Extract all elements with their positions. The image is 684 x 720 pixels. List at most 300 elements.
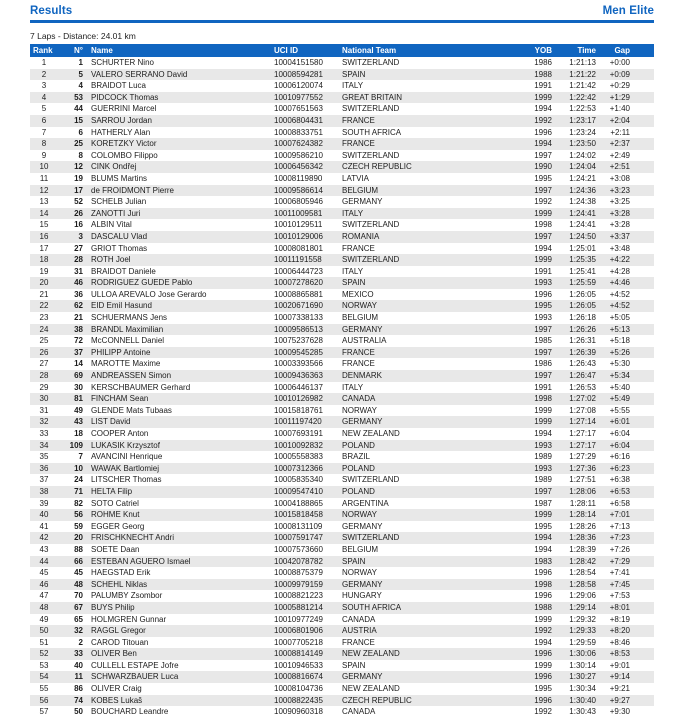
name-cell: BLUMS Martins bbox=[91, 173, 148, 183]
time-cell: 1:25:35 bbox=[569, 255, 596, 265]
filler-cell bbox=[632, 428, 654, 440]
table-row bbox=[30, 289, 654, 301]
name-cell: BRAIDOT Daniele bbox=[91, 266, 156, 276]
gap-cell: +9:27 bbox=[609, 695, 630, 705]
name-cell: ANDREASSEN Simon bbox=[91, 371, 172, 381]
time-cell: 1:28:26 bbox=[569, 521, 596, 531]
team-cell: CZECH REPUBLIC bbox=[342, 162, 412, 172]
name-cell: BUYS Philip bbox=[91, 602, 135, 612]
yob-cell: 1999 bbox=[534, 510, 552, 520]
time-cell: 1:24:36 bbox=[569, 185, 596, 195]
filler-cell bbox=[632, 683, 654, 695]
name-cell: SCHURTER Nino bbox=[91, 58, 154, 67]
table-row bbox=[30, 103, 654, 115]
bib-cell: 71 bbox=[74, 486, 83, 496]
gap-cell: +2:49 bbox=[609, 150, 630, 160]
name-cell: ROTH Joel bbox=[91, 255, 131, 265]
time-cell: 1:29:06 bbox=[569, 591, 596, 601]
filler-cell bbox=[632, 671, 654, 683]
uci-id-cell: 10005835340 bbox=[274, 475, 323, 485]
rank-cell: 29 bbox=[39, 382, 49, 392]
table-row bbox=[30, 382, 654, 394]
time-cell: 1:24:38 bbox=[569, 197, 596, 207]
rank-cell: 22 bbox=[39, 301, 49, 311]
team-cell: ROMANIA bbox=[342, 231, 380, 241]
team-cell: CANADA bbox=[342, 394, 376, 404]
table-row bbox=[30, 69, 654, 81]
filler-cell bbox=[632, 382, 654, 394]
yob-cell: 1985 bbox=[534, 336, 552, 346]
time-cell: 1:28:39 bbox=[569, 544, 596, 554]
gap-cell: +7:13 bbox=[609, 521, 630, 531]
yob-cell: 1993 bbox=[534, 313, 552, 323]
header-uci-id: UCI ID bbox=[274, 44, 342, 57]
yob-cell: 1997 bbox=[534, 324, 552, 334]
bib-cell: 72 bbox=[74, 336, 83, 346]
name-cell: BOUCHARD Leandre bbox=[91, 707, 169, 717]
filler-cell bbox=[632, 440, 654, 452]
yob-cell: 1989 bbox=[534, 475, 552, 485]
bib-cell: 17 bbox=[74, 185, 83, 195]
yob-cell: 1996 bbox=[534, 127, 552, 137]
bib-cell: 33 bbox=[74, 649, 83, 659]
uci-id-cell: 10020671690 bbox=[274, 301, 323, 311]
rank-cell: 24 bbox=[39, 324, 49, 334]
yob-cell: 1991 bbox=[534, 266, 552, 276]
time-cell: 1:24:41 bbox=[569, 220, 596, 230]
name-cell: OLIVER Craig bbox=[91, 684, 142, 694]
filler-cell bbox=[632, 243, 654, 255]
team-cell: SWITZERLAND bbox=[342, 58, 400, 67]
team-cell: FRANCE bbox=[342, 243, 375, 253]
uci-id-cell: 10009545285 bbox=[274, 347, 323, 357]
name-cell: ROHME Knut bbox=[91, 510, 140, 520]
uci-id-cell: 10010092832 bbox=[274, 440, 323, 450]
name-cell: SCHUERMANS Jens bbox=[91, 313, 168, 323]
table-row bbox=[30, 440, 654, 452]
gap-cell: +8:01 bbox=[609, 602, 630, 612]
uci-id-cell: 10006456342 bbox=[274, 162, 323, 172]
yob-cell: 1993 bbox=[534, 463, 552, 473]
bib-cell: 8 bbox=[78, 150, 83, 160]
results-table bbox=[30, 44, 654, 718]
bib-cell: 67 bbox=[74, 602, 83, 612]
name-cell: HATHERLY Alan bbox=[91, 127, 151, 137]
gap-cell: +7:29 bbox=[609, 556, 630, 566]
uci-id-cell: 10007278620 bbox=[274, 278, 323, 288]
time-cell: 1:29:59 bbox=[569, 637, 596, 647]
rank-cell: 13 bbox=[39, 197, 49, 207]
filler-cell bbox=[632, 567, 654, 579]
name-cell: CINK Ondřej bbox=[91, 162, 137, 172]
yob-cell: 1994 bbox=[534, 104, 552, 114]
header-time: Time bbox=[554, 44, 598, 57]
rank-cell: 26 bbox=[39, 347, 49, 357]
time-cell: 1:27:14 bbox=[569, 417, 596, 427]
table-row bbox=[30, 324, 654, 336]
rank-cell: 31 bbox=[39, 405, 49, 415]
filler-cell bbox=[632, 590, 654, 602]
table-row bbox=[30, 486, 654, 498]
team-cell: GERMANY bbox=[342, 521, 383, 531]
uci-id-cell: 10009586513 bbox=[274, 324, 323, 334]
uci-id-cell: 10075237628 bbox=[274, 336, 323, 346]
team-cell: FRANCE bbox=[342, 139, 375, 149]
time-cell: 1:28:58 bbox=[569, 579, 596, 589]
gap-cell: +8:46 bbox=[609, 637, 630, 647]
uci-id-cell: 10003393566 bbox=[274, 359, 323, 369]
gap-cell: +7:53 bbox=[609, 591, 630, 601]
yob-cell: 1987 bbox=[534, 498, 552, 508]
table-row bbox=[30, 637, 654, 649]
uci-id-cell: 10010129511 bbox=[274, 220, 323, 230]
uci-id-cell: 10010129006 bbox=[274, 231, 323, 241]
rank-cell: 3 bbox=[41, 81, 47, 91]
name-cell: VALERO SERRANO David bbox=[91, 69, 188, 79]
filler-cell bbox=[632, 92, 654, 104]
gap-cell: +4:46 bbox=[609, 278, 630, 288]
uci-id-cell: 10007693191 bbox=[274, 429, 323, 438]
name-cell: LITSCHER Thomas bbox=[91, 475, 162, 485]
name-cell: CULLELL ESTAPE Jofre bbox=[91, 660, 179, 670]
gap-cell: +2:37 bbox=[609, 139, 630, 149]
yob-cell: 1992 bbox=[534, 197, 552, 207]
uci-id-cell: 10008833751 bbox=[274, 127, 323, 137]
table-row bbox=[30, 625, 654, 637]
uci-id-cell: 10008865881 bbox=[274, 289, 323, 299]
rank-cell: 52 bbox=[39, 649, 49, 659]
team-cell: NORWAY bbox=[342, 510, 377, 520]
team-cell: NORWAY bbox=[342, 405, 377, 415]
gap-cell: +2:11 bbox=[610, 127, 630, 137]
uci-id-cell: 10007312366 bbox=[274, 463, 323, 473]
rank-cell: 45 bbox=[39, 568, 49, 578]
table-row bbox=[30, 370, 654, 382]
team-cell: FRANCE bbox=[342, 347, 375, 357]
name-cell: PHILIPP Antoine bbox=[91, 347, 151, 357]
bib-cell: 59 bbox=[74, 521, 83, 531]
team-cell: NEW ZEALAND bbox=[342, 684, 400, 694]
filler-cell bbox=[632, 173, 654, 185]
yob-cell: 1998 bbox=[534, 394, 552, 404]
filler-cell bbox=[632, 335, 654, 347]
bib-cell: 50 bbox=[74, 707, 83, 717]
table-row bbox=[30, 683, 654, 695]
table-row bbox=[30, 428, 654, 440]
gap-cell: +9:30 bbox=[609, 707, 630, 717]
filler-cell bbox=[632, 196, 654, 208]
bib-cell: 32 bbox=[74, 626, 83, 636]
team-cell: SWITZERLAND bbox=[342, 220, 400, 230]
yob-cell: 1994 bbox=[534, 139, 552, 149]
time-cell: 1:26:31 bbox=[569, 336, 596, 346]
uci-id-cell: 10008119890 bbox=[274, 173, 323, 183]
name-cell: COLOMBO Filippo bbox=[91, 150, 158, 160]
time-cell: 1:29:14 bbox=[569, 602, 596, 612]
filler-cell bbox=[632, 312, 654, 324]
team-cell: SOUTH AFRICA bbox=[342, 127, 402, 137]
name-cell: HOLMGREN Gunnar bbox=[91, 614, 167, 624]
yob-cell: 1999 bbox=[534, 92, 552, 102]
filler-cell bbox=[632, 324, 654, 336]
time-cell: 1:26:05 bbox=[569, 289, 596, 299]
team-cell: BELGIUM bbox=[342, 313, 379, 323]
bib-cell: 53 bbox=[74, 92, 83, 102]
table-row bbox=[30, 127, 654, 139]
time-cell: 1:21:42 bbox=[569, 81, 596, 91]
table-row bbox=[30, 509, 654, 521]
name-cell: DASCALU Vlad bbox=[91, 231, 148, 241]
gap-cell: +0:29 bbox=[609, 81, 630, 91]
uci-id-cell: 10010946533 bbox=[274, 660, 323, 670]
yob-cell: 1995 bbox=[534, 684, 552, 694]
rank-cell: 19 bbox=[39, 266, 49, 276]
gap-cell: +8:19 bbox=[609, 614, 630, 624]
rank-cell: 47 bbox=[39, 591, 49, 601]
team-cell: GERMANY bbox=[342, 197, 383, 207]
rank-cell: 54 bbox=[39, 672, 49, 682]
filler-cell bbox=[632, 579, 654, 591]
yob-cell: 1990 bbox=[534, 162, 552, 172]
uci-id-cell: 10008131109 bbox=[274, 521, 323, 531]
name-cell: PALUMBY Zsombor bbox=[91, 591, 163, 601]
bib-cell: 88 bbox=[74, 544, 83, 554]
rank-cell: 20 bbox=[39, 278, 49, 288]
filler-cell bbox=[632, 602, 654, 614]
name-cell: AVANCINI Henrique bbox=[91, 452, 163, 462]
time-cell: 1:28:54 bbox=[569, 568, 596, 578]
gap-cell: +3:08 bbox=[609, 173, 630, 183]
table-row bbox=[30, 254, 654, 266]
gap-cell: +0:00 bbox=[609, 58, 630, 67]
bib-cell: 24 bbox=[74, 475, 83, 485]
rank-cell: 4 bbox=[41, 92, 47, 102]
team-cell: BELGIUM bbox=[342, 185, 379, 195]
name-cell: BRAIDOT Luca bbox=[91, 81, 146, 91]
uci-id-cell: 10011197420 bbox=[274, 417, 322, 427]
gap-cell: +3:25 bbox=[609, 197, 630, 207]
filler-cell bbox=[632, 277, 654, 289]
name-cell: KORETZKY Victor bbox=[91, 139, 157, 149]
rank-cell: 36 bbox=[39, 463, 49, 473]
name-cell: MAROTTE Maxime bbox=[91, 359, 161, 369]
uci-id-cell: 10005881214 bbox=[274, 602, 323, 612]
gap-cell: +6:01 bbox=[609, 417, 630, 427]
rank-cell: 30 bbox=[39, 394, 49, 404]
filler-cell bbox=[632, 161, 654, 173]
team-cell: ITALY bbox=[342, 382, 364, 392]
yob-cell: 1993 bbox=[534, 440, 552, 450]
yob-cell: 1999 bbox=[534, 614, 552, 624]
filler-cell bbox=[632, 509, 654, 521]
bib-cell: 16 bbox=[74, 220, 83, 230]
yob-cell: 1994 bbox=[534, 544, 552, 554]
team-cell: GREAT BRITAIN bbox=[342, 92, 403, 102]
rank-cell: 12 bbox=[39, 185, 49, 195]
gap-cell: +6:58 bbox=[609, 498, 630, 508]
rank-cell: 56 bbox=[39, 695, 49, 705]
table-row bbox=[30, 463, 654, 475]
filler-cell bbox=[632, 103, 654, 115]
rank-cell: 37 bbox=[39, 475, 49, 485]
filler-cell bbox=[632, 521, 654, 533]
uci-id-cell: 10006444723 bbox=[274, 266, 323, 276]
rank-cell: 14 bbox=[39, 208, 49, 218]
rank-cell: 46 bbox=[39, 579, 49, 589]
table-row bbox=[30, 196, 654, 208]
header-national-team: National Team bbox=[342, 44, 522, 57]
time-cell: 1:27:29 bbox=[569, 452, 596, 462]
name-cell: GLENDE Mats Tubaas bbox=[91, 405, 172, 415]
header-gap: Gap bbox=[598, 44, 632, 57]
filler-cell bbox=[632, 219, 654, 231]
table-row bbox=[30, 243, 654, 255]
bib-cell: 7 bbox=[78, 452, 83, 462]
yob-cell: 1995 bbox=[534, 173, 552, 183]
time-cell: 1:24:41 bbox=[569, 208, 596, 218]
team-cell: SOUTH AFRICA bbox=[342, 602, 402, 612]
rank-cell: 18 bbox=[39, 255, 49, 265]
rank-cell: 6 bbox=[41, 115, 47, 125]
gap-cell: +3:37 bbox=[609, 231, 630, 241]
name-cell: CAROD Titouan bbox=[91, 637, 149, 647]
yob-cell: 1996 bbox=[534, 672, 552, 682]
bib-cell: 70 bbox=[74, 591, 83, 601]
filler-cell bbox=[632, 474, 654, 486]
rank-cell: 15 bbox=[39, 220, 49, 230]
uci-id-cell: 10009586614 bbox=[274, 185, 323, 195]
team-cell: NORWAY bbox=[342, 301, 377, 311]
table-header-row bbox=[30, 44, 654, 57]
time-cell: 1:26:39 bbox=[569, 347, 596, 357]
time-cell: 1:26:18 bbox=[569, 313, 596, 323]
bib-cell: 6 bbox=[78, 127, 83, 137]
gap-cell: +6:04 bbox=[609, 440, 630, 450]
time-cell: 1:24:02 bbox=[569, 150, 596, 160]
gap-cell: +2:51 bbox=[609, 162, 630, 172]
filler-cell bbox=[632, 706, 654, 718]
uci-id-cell: 10005558383 bbox=[274, 452, 323, 462]
filler-cell bbox=[632, 556, 654, 568]
table-row bbox=[30, 498, 654, 510]
table-row bbox=[30, 567, 654, 579]
yob-cell: 1997 bbox=[534, 371, 552, 381]
gap-cell: +6:38 bbox=[609, 475, 630, 485]
table-row bbox=[30, 521, 654, 533]
time-cell: 1:26:47 bbox=[569, 371, 596, 381]
name-cell: SOETE Daan bbox=[91, 544, 140, 554]
rank-cell: 10 bbox=[39, 162, 49, 172]
uci-id-cell: 10015818458 bbox=[274, 510, 323, 520]
uci-id-cell: 10004151580 bbox=[274, 58, 323, 67]
table-row bbox=[30, 544, 654, 556]
table-row bbox=[30, 660, 654, 672]
table-row bbox=[30, 115, 654, 127]
team-cell: SWITZERLAND bbox=[342, 475, 400, 485]
table-row bbox=[30, 219, 654, 231]
time-cell: 1:27:51 bbox=[569, 475, 596, 485]
table-row bbox=[30, 671, 654, 683]
rank-cell: 7 bbox=[41, 127, 47, 137]
table-row bbox=[30, 300, 654, 312]
table-row bbox=[30, 579, 654, 591]
rank-cell: 43 bbox=[39, 544, 49, 554]
table-row bbox=[30, 335, 654, 347]
page-header bbox=[30, 5, 654, 20]
uci-id-cell: 10008822435 bbox=[274, 695, 323, 705]
gap-cell: +5:13 bbox=[609, 324, 630, 334]
uci-id-cell: 10007705218 bbox=[274, 637, 323, 647]
filler-cell bbox=[632, 289, 654, 301]
team-cell: POLAND bbox=[342, 463, 375, 473]
gap-cell: +1:29 bbox=[609, 92, 630, 102]
bib-cell: 44 bbox=[74, 104, 83, 114]
gap-cell: +4:52 bbox=[609, 301, 630, 311]
yob-cell: 1996 bbox=[534, 591, 552, 601]
yob-cell: 1999 bbox=[534, 660, 552, 670]
table-row bbox=[30, 266, 654, 278]
team-cell: POLAND bbox=[342, 440, 375, 450]
rank-cell: 53 bbox=[39, 660, 49, 670]
yob-cell: 1989 bbox=[534, 452, 552, 462]
bib-cell: 26 bbox=[74, 208, 83, 218]
name-cell: COOPER Anton bbox=[91, 429, 149, 438]
table-row bbox=[30, 161, 654, 173]
name-cell: PIDCOCK Thomas bbox=[91, 92, 159, 102]
team-cell: FRANCE bbox=[342, 115, 375, 125]
yob-cell: 1991 bbox=[534, 382, 552, 392]
name-cell: ESTEBAN AGUERO Ismael bbox=[91, 556, 191, 566]
time-cell: 1:21:22 bbox=[569, 69, 596, 79]
filler-cell bbox=[632, 544, 654, 556]
name-cell: de FROIDMONT Pierre bbox=[91, 185, 174, 195]
gap-cell: +6:23 bbox=[609, 463, 630, 473]
gap-cell: +7:41 bbox=[609, 568, 630, 578]
time-cell: 1:26:26 bbox=[569, 324, 596, 334]
table-row bbox=[30, 393, 654, 405]
table-row bbox=[30, 706, 654, 718]
time-cell: 1:30:14 bbox=[569, 660, 596, 670]
bib-cell: 2 bbox=[78, 637, 83, 647]
bib-cell: 74 bbox=[74, 695, 83, 705]
gap-cell: +6:04 bbox=[609, 429, 630, 438]
yob-cell: 1986 bbox=[534, 58, 552, 67]
gap-cell: +3:23 bbox=[609, 185, 630, 195]
time-cell: 1:30:40 bbox=[569, 695, 596, 705]
results-table-body bbox=[30, 57, 654, 718]
uci-id-cell: 10008875379 bbox=[274, 568, 323, 578]
uci-id-cell: 10011191558 bbox=[274, 255, 322, 265]
gap-cell: +1:40 bbox=[609, 104, 630, 114]
yob-cell: 1995 bbox=[534, 521, 552, 531]
uci-id-cell: 10010977249 bbox=[274, 614, 323, 624]
yob-cell: 1991 bbox=[534, 81, 552, 91]
yob-cell: 1997 bbox=[534, 347, 552, 357]
team-cell: DENMARK bbox=[342, 371, 383, 381]
rank-cell: 40 bbox=[39, 510, 49, 520]
uci-id-cell: 10042078782 bbox=[274, 556, 323, 566]
rank-cell: 55 bbox=[39, 684, 49, 694]
table-row bbox=[30, 277, 654, 289]
rank-cell: 23 bbox=[39, 313, 49, 323]
bib-cell: 30 bbox=[74, 382, 83, 392]
filler-cell bbox=[632, 208, 654, 220]
team-cell: SWITZERLAND bbox=[342, 533, 400, 543]
yob-cell: 1995 bbox=[534, 301, 552, 311]
table-row bbox=[30, 590, 654, 602]
rank-cell: 50 bbox=[39, 626, 49, 636]
rank-cell: 49 bbox=[39, 614, 49, 624]
